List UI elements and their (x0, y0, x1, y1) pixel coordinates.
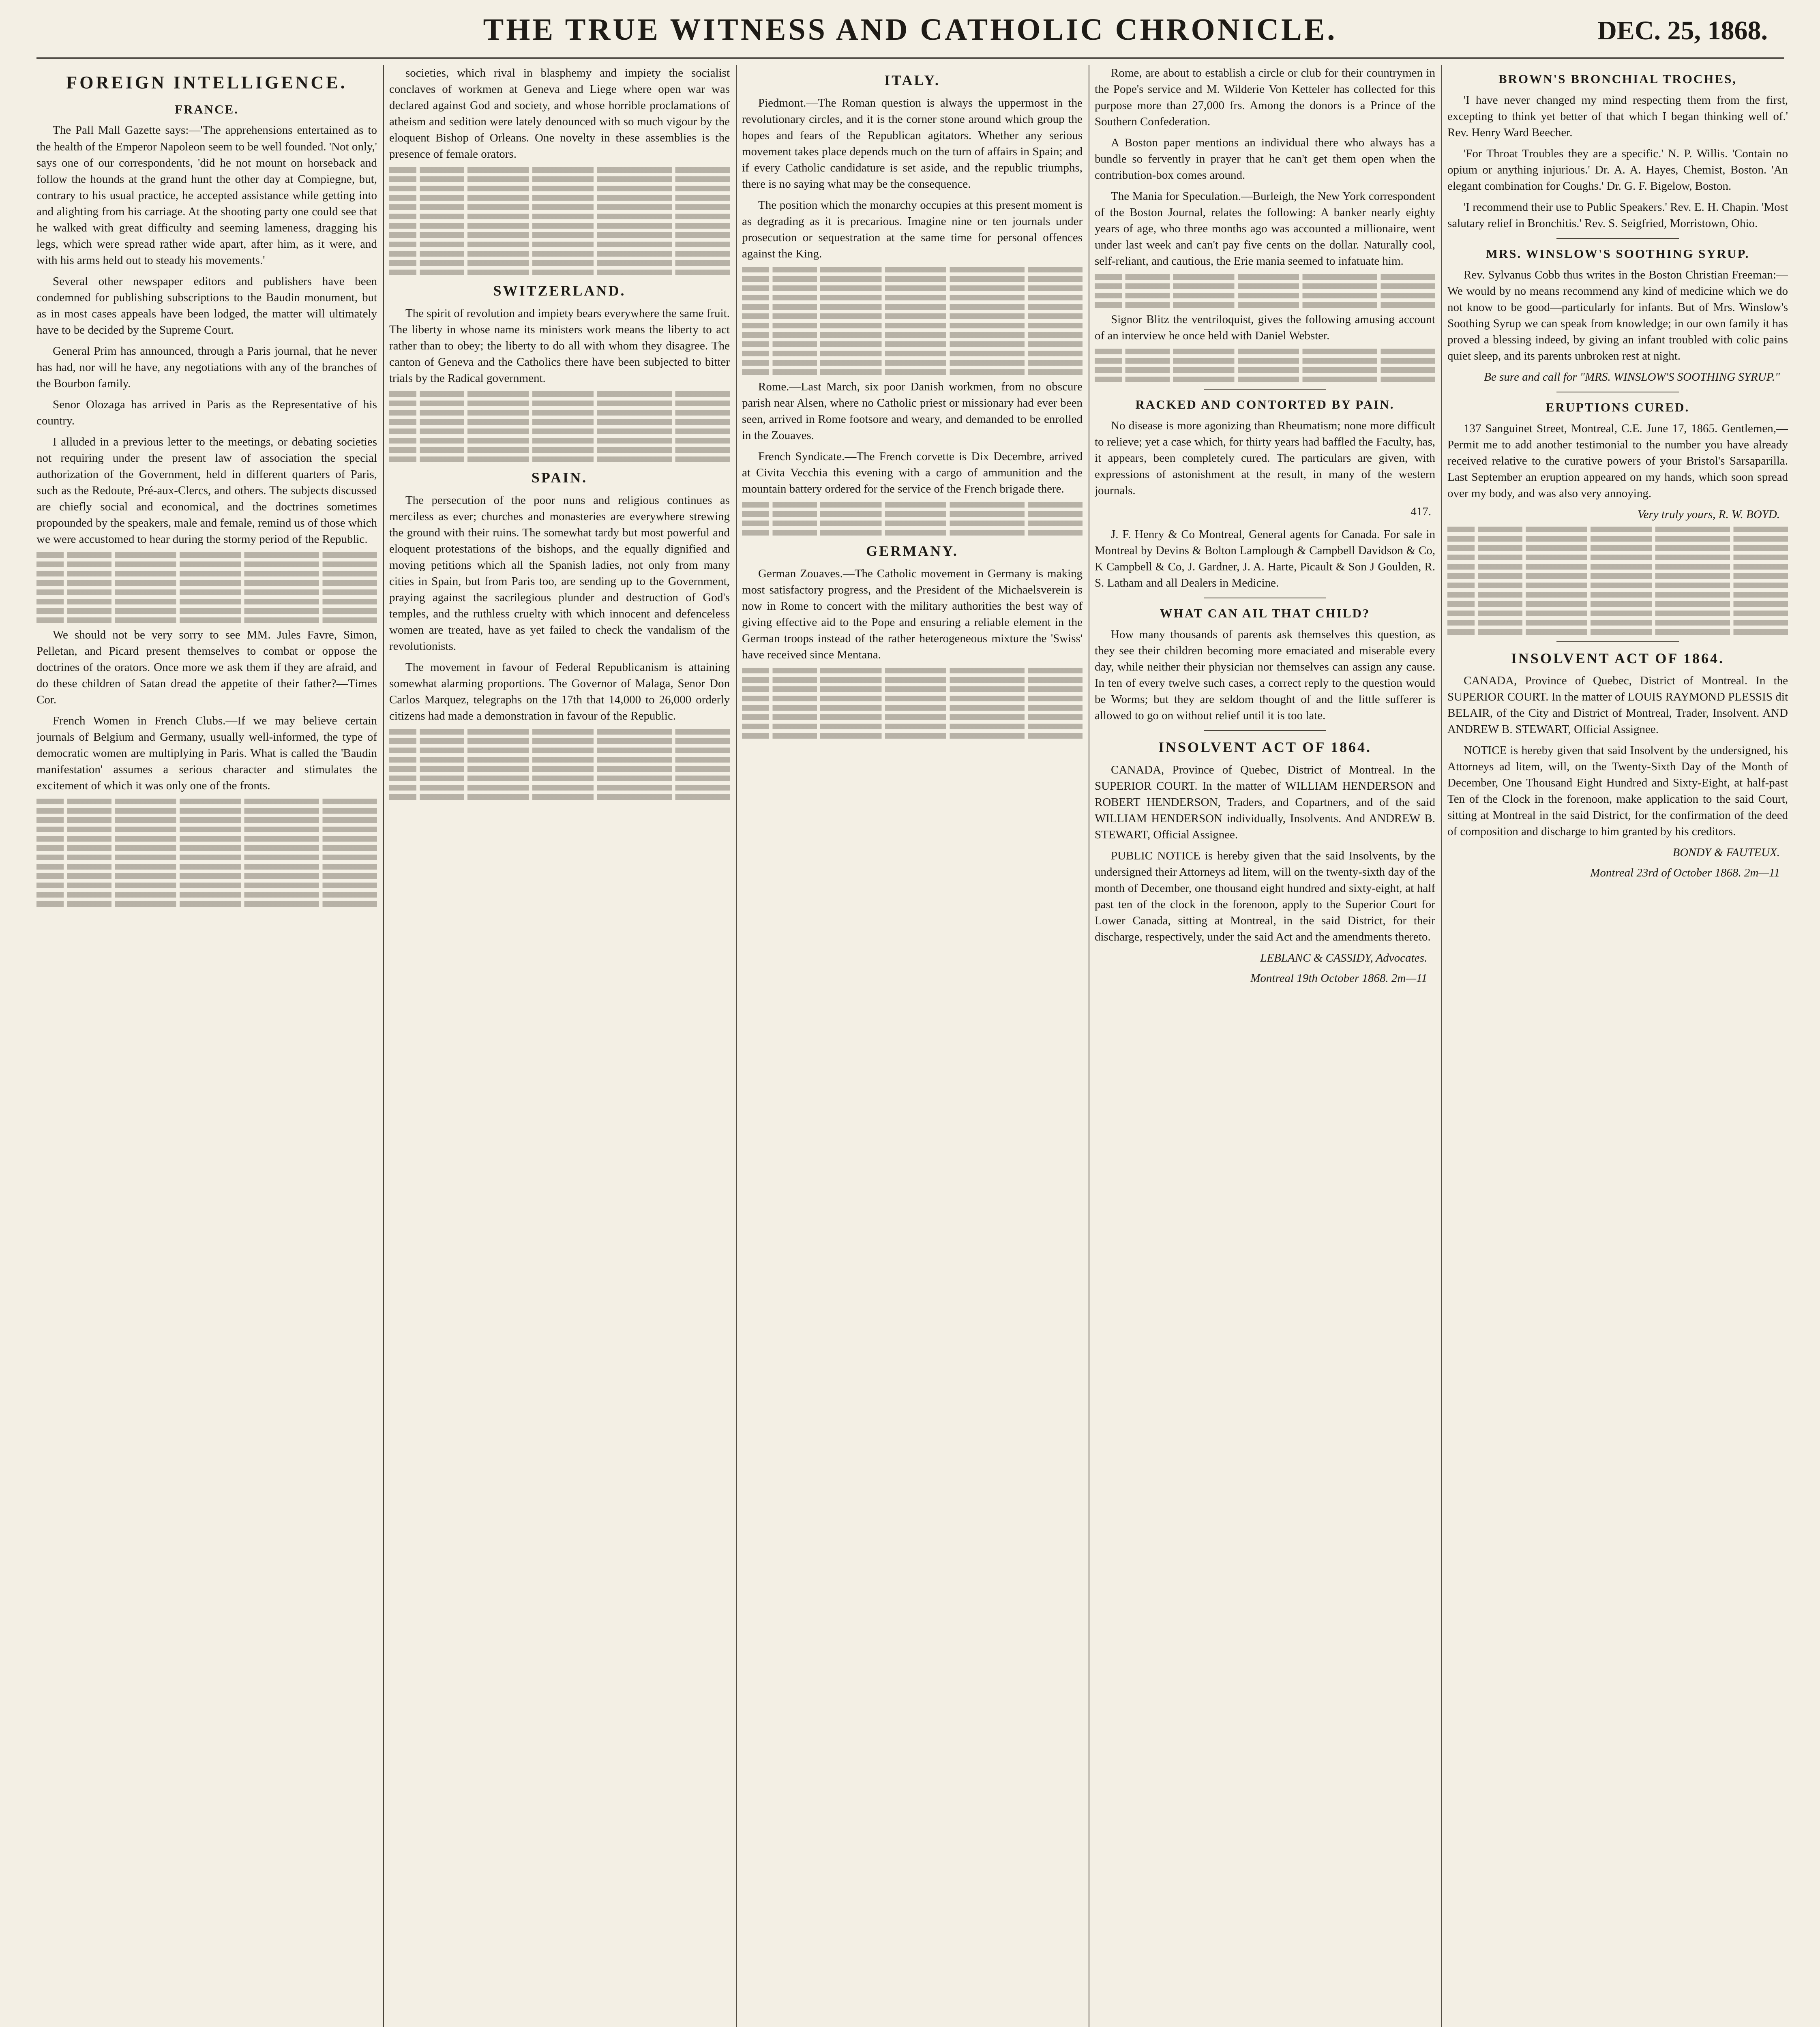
article-paragraph: Rome.—Last March, six poor Danish workmen, from no obscure parish near Alsen, where no Catholic priest or missionary had ever been seen, arrived in Rome footsore and weary, and demanded to be enrolled in the Zouaves. (742, 380, 1083, 442)
columns (36, 65, 1788, 2027)
article-paragraph: The movement in favour of Federal Republicanism is attaining somewhat alarming proportions. The Governor of Malaga, Senor Don Carlos Marquez, telegraphs on the 17th that 14,000 to 26,000 orderly citizens had made a demonstration in favour of the Republic. (389, 660, 730, 722)
issue-date: DEC. 25, 1868. (1597, 16, 1768, 45)
notice-date: Montreal 19th October 1868. 2m—11 (1250, 971, 1427, 985)
newspaper-title: THE TRUE WITNESS AND CATHOLIC CHRONICLE. (483, 13, 1338, 47)
legal-notice-paragraph: PUBLIC NOTICE is hereby given that the said Insolvents, by the undersigned their Attorneys ad litem, will on the twenty-sixth day of the month of December, one thousand eight hundred and sixty-eight, at half past ten of the clock in the forenoon, apply to the Superior Court for Lower Canada, sitting at Montreal, in the said District, for their discharge, respectively, under the said Act and the amendments thereto. (1095, 849, 1435, 943)
subheading-france: FRANCE. (175, 102, 239, 116)
article-paragraph: Piedmont.—The Roman question is always the uppermost in the revolutionary circles, and it is the corner stone around which group the hopes and fears of the Republican agitators. Whether any serious movement takes place depends much on the turn of affairs in Spain; and if every Catholic candidature is set aside, and the republic triumphs, there is no saying what may be the consequence. (742, 96, 1083, 191)
testimonial-paragraph: 'I recommend their use to Public Speakers.' Rev. E. H. Chapin. 'Most salutary relief in Bronchitis.' Rev. S. Seigfried, Morristown, Ohio. (1447, 200, 1788, 230)
section-heading-spain: SPAIN. (531, 469, 588, 486)
article-paragraph: 137 Sanguinet Street, Montreal, C.E. June 17, 1865. Gentlemen,—Permit me to add another testimonial to the number you have already received relative to the curative powers of your Bristol's Sarsaparilla. Last September an eruption appeared on my hands, which soon spread over my body, and was also very annoying. (1447, 422, 1788, 500)
section-heading-switzerland: SWITZERLAND. (493, 283, 626, 299)
column-5 (1447, 65, 1788, 2027)
article-paragraph: The spirit of revolution and impiety bears everywhere the same fruit. The liberty in whose name its ministers work means the liberty to act rather than to obey; the liberty to do all with whom they disagree. The canton of Geneva and the Catholics there have been subjected to bitter trials by the Radical government. (389, 306, 730, 385)
column-1 (36, 65, 377, 2027)
legal-notice-paragraph: NOTICE is hereby given that said Insolvent by the undersigned, his Attorneys ad litem, will, on the Twenty-Sixth Day of the Month of December, One Thousand Eight Hundred and Sixty-Eight, at half-past Ten of the Clock in the forenoon, make application to the said Court, sitting at Montreal in the said District, for the confirmation of the deed of composition and discharge to him granted by his creditors. (1447, 744, 1788, 838)
article-paragraph: Rome, are about to establish a circle or club for their countrymen in the Pope's service and M. Wilderie Von Ketteler has collected for this purpose more than 27,000 frs. Among the donors is a Prince of the Southern Confederation. (1095, 66, 1435, 129)
article-paragraph: We should not be very sorry to see MM. Jules Favre, Simon, Pelletan, and Picard present themselves to combat or oppose the doctrines of the orators. Once more we ask them if they are afraid, and do these children of Satan dread the appetite of their father?—Times Cor. (36, 628, 377, 706)
heading-browns-bronchial-troches: BROWN'S BRONCHIAL TROCHES, (1498, 72, 1737, 86)
signature: Very truly yours, R. W. BOYD. (1638, 508, 1780, 521)
notice-date: Montreal 23rd of October 1868. 2m—11 (1590, 866, 1780, 880)
heading-insolvent-act: INSOLVENT ACT OF 1864. (1511, 650, 1725, 666)
article-paragraph: French Women in French Clubs.—If we may believe certain journals of Belgium and Germany, usually well-informed, the type of democratic women are multiplying in Paris. What is called the 'Baudin manifestation' assumes a serious character and stimulates the excitement of which it was only one of the fronts. (36, 714, 377, 793)
testimonial-paragraph: 'For Throat Troubles they are a specific.' N. P. Willis. 'Contain no opium or anything injurious.' Dr. A. A. Hayes, Chemist, Boston. 'An elegant combination for Coughs.' Dr. G. F. Bigelow, Boston. (1447, 147, 1788, 193)
column-divider (383, 65, 384, 2027)
section-heading-italy: ITALY. (884, 72, 940, 88)
section-heading-germany: GERMANY. (866, 542, 958, 559)
article-paragraph: Signor Blitz the ventriloquist, gives the following amusing account of an interview he once held with Daniel Webster. (1095, 313, 1435, 343)
column-divider (1441, 65, 1442, 2027)
heading-eruptions-cured: ERUPTIONS CURED. (1546, 400, 1690, 414)
article-paragraph: The persecution of the poor nuns and religious continues as merciless as ever; churches and monasteries are everywhere strewing the ground with their ruins. The somewhat tardy but most powerful and eloquent protestations of the bishops, and the equally dignified and moving petitions which all the Spanish ladies, not only from many cities in Spain, but from Paris too, are sending up to the Government, praying against the sacrilegious plunder and destruction of God's temples, and the ruthless cruelty with which innocent and defenceless women are treated, have as yet failed to check the vandalism of the revolutionists. (389, 493, 730, 653)
article-paragraph: Rev. Sylvanus Cobb thus writes in the Boston Christian Freeman:—We would by no means recommend any kind of medicine which we do not know to be good—particularly for infants. But of Mrs. Winslow's Soothing Syrup we can speak from knowledge; in our own family it has proved a blessing indeed, by giving an infant troubled with colic pains quiet sleep, and its parents unbroken rest at night. (1447, 268, 1788, 362)
column-divider (736, 65, 737, 2027)
article-paragraph: The position which the monarchy occupies at this present moment is as degrading as it is precarious. Imagine nine or ten journals under prosecution or sequestration at the same time for personal offences against the King. (742, 198, 1083, 260)
article-paragraph: No disease is more agonizing than Rheumatism; none more difficult to relieve; yet a case which, for thirty years had baffled the Faculty, has, it appears, been completely cured. The particulars are given, with expressions of astonishment at the result, in many of the western journals. (1095, 419, 1435, 497)
agents-paragraph: J. F. Henry & Co Montreal, General agents for Canada. For sale in Montreal by Devins & Bolton Lamplough & Campbell Davidson & Co, K Campbell & Co, J. Gardner, J. A. Harte, Picault & Son J Goulden, R. S. Latham and all Dealers in Medicine. (1095, 528, 1435, 590)
legal-notice-paragraph: CANADA, Province of Quebec, District of Montreal. In the SUPERIOR COURT. In the matter of WILLIAM HENDERSON and ROBERT HENDERSON, Traders, and Copartners, and of the said WILLIAM HENDERSON individually, Insolvents. And ANDREW B. STEWART, Official Assignee. (1095, 763, 1435, 841)
article-paragraph: Several other newspaper editors and publishers have been condemned for publishing subscriptions to the Baudin monument, but as in most cases appeals have been lodged, the matter will ultimately have to be decided by the Supreme Court. (36, 274, 377, 336)
testimonial-paragraph: 'I have never changed my mind respecting them from the first, excepting to think yet better of that which I began thinking well of.' Rev. Henry Ward Beecher. (1447, 93, 1788, 139)
ad-number: 417. (1411, 505, 1431, 519)
article-paragraph: German Zouaves.—The Catholic movement in Germany is making most satisfactory progress, and the President of the Michaelsverein is now in Rome to concert with the military authorities the best way of giving effective aid to the Pope and ensuring a reliable element in the German troops instead of the rather heterogeneous mixture the 'Swiss' have received since Mentana. (742, 567, 1083, 661)
heading-insolvent-act: INSOLVENT ACT OF 1864. (1158, 739, 1372, 755)
signature: LEBLANC & CASSIDY, Advocates. (1260, 951, 1427, 964)
heading-what-can-ail-that-child: WHAT CAN AIL THAT CHILD? (1160, 606, 1370, 621)
section-heading-foreign-intelligence: FOREIGN INTELLIGENCE. (66, 73, 347, 92)
article-paragraph: I alluded in a previous letter to the meetings, or debating societies not requiring under the present law of association the special authorization of the Government, held in different quarters of Paris, such as the Redoute, Pré-aux-Clercs, and others. The subjects discussed are chiefly social and economical, and the doctrines sometimes propounded by the speakers, male and female, remind us of those which we were accustomed to hear during the stormy period of the Republic. (36, 435, 377, 546)
article-paragraph: The Pall Mall Gazette says:—'The apprehensions entertained as to the health of the Emperor Napoleon seem to be well founded. 'Not only,' says one of our correspondents, 'did he not mount on horseback and follow the hounds at the grand hunt the other day at Compiegne, but, contrary to his usual practice, he accepted assistance while getting into and alighting from his carriage. At the shooting party one could see that he walked with great difficulty and seeming lameness, dragging his legs, which were spread rather wide apart, after him, as it were, and with his arms held out to steady his movements.' (36, 124, 377, 267)
column-2 (389, 65, 730, 2027)
column-3 (742, 65, 1083, 2027)
masthead (36, 8, 1784, 59)
signature: BONDY & FAUTEUX. (1672, 846, 1780, 859)
column-4 (1095, 65, 1435, 2027)
article-paragraph: General Prim has announced, through a Paris journal, that he never has had, nor will he have, any negotiations with any of the branches of the Bourbon family. (36, 344, 377, 390)
article-paragraph: Senor Olozaga has arrived in Paris as the Representative of his country. (36, 398, 377, 427)
signature: Be sure and call for "MRS. WINSLOW'S SOOTHING SYRUP." (1484, 370, 1780, 384)
heading-mrs-winslows-soothing-syrup: MRS. WINSLOW'S SOOTHING SYRUP. (1486, 246, 1750, 261)
article-paragraph: A Boston paper mentions an individual there who always has a bundle so fervently in prayer that he can't get them open when the contribution-box comes around. (1095, 136, 1435, 182)
article-paragraph: The Mania for Speculation.—Burleigh, the New York correspondent of the Boston Journal, relates the following: A banker nearly eighty years of age, who three months ago was accounted a millionaire, went under last week and can't pay five cents on the dollar. Naturally cool, self-reliant, and cautious, the Erie mania seemed to infatuate him. (1095, 190, 1435, 268)
heading-racked-and-contorted: RACKED AND CONTORTED BY PAIN. (1135, 397, 1395, 412)
article-paragraph: How many thousands of parents ask themselves this question, as they see their children becoming more emaciated and miserable every day, while neither their physician nor themselves can assign any cause. In ten of every twelve such cases, a correct reply to the question would be Worms; but they are seldom thought of and the little sufferer is allowed to go on without relief until it is too late. (1095, 628, 1435, 722)
legal-notice-paragraph: CANADA, Province of Quebec, District of Montreal. In the SUPERIOR COURT. In the matter of LOUIS RAYMOND PLESSIS dit BELAIR, of the City and District of Montreal, Trader, Insolvent. AND ANDREW B. STEWART, Official Assignee. (1447, 674, 1788, 736)
article-paragraph: societies, which rival in blasphemy and impiety the socialist conclaves of workmen at Geneva and Liege where open war was declared against God and society, and whose horrible proclamations of atheism and sedition were lately denounced with so much vigour by the eloquent Bishop of Orleans. One novelty in these assemblies is the presence of female orators. (389, 66, 730, 161)
article-paragraph: French Syndicate.—The French corvette is Dix Decembre, arrived at Civita Vecchia this evening with a cargo of ammunition and the mountain battery ordered for the service of the French brigade there. (742, 450, 1083, 495)
